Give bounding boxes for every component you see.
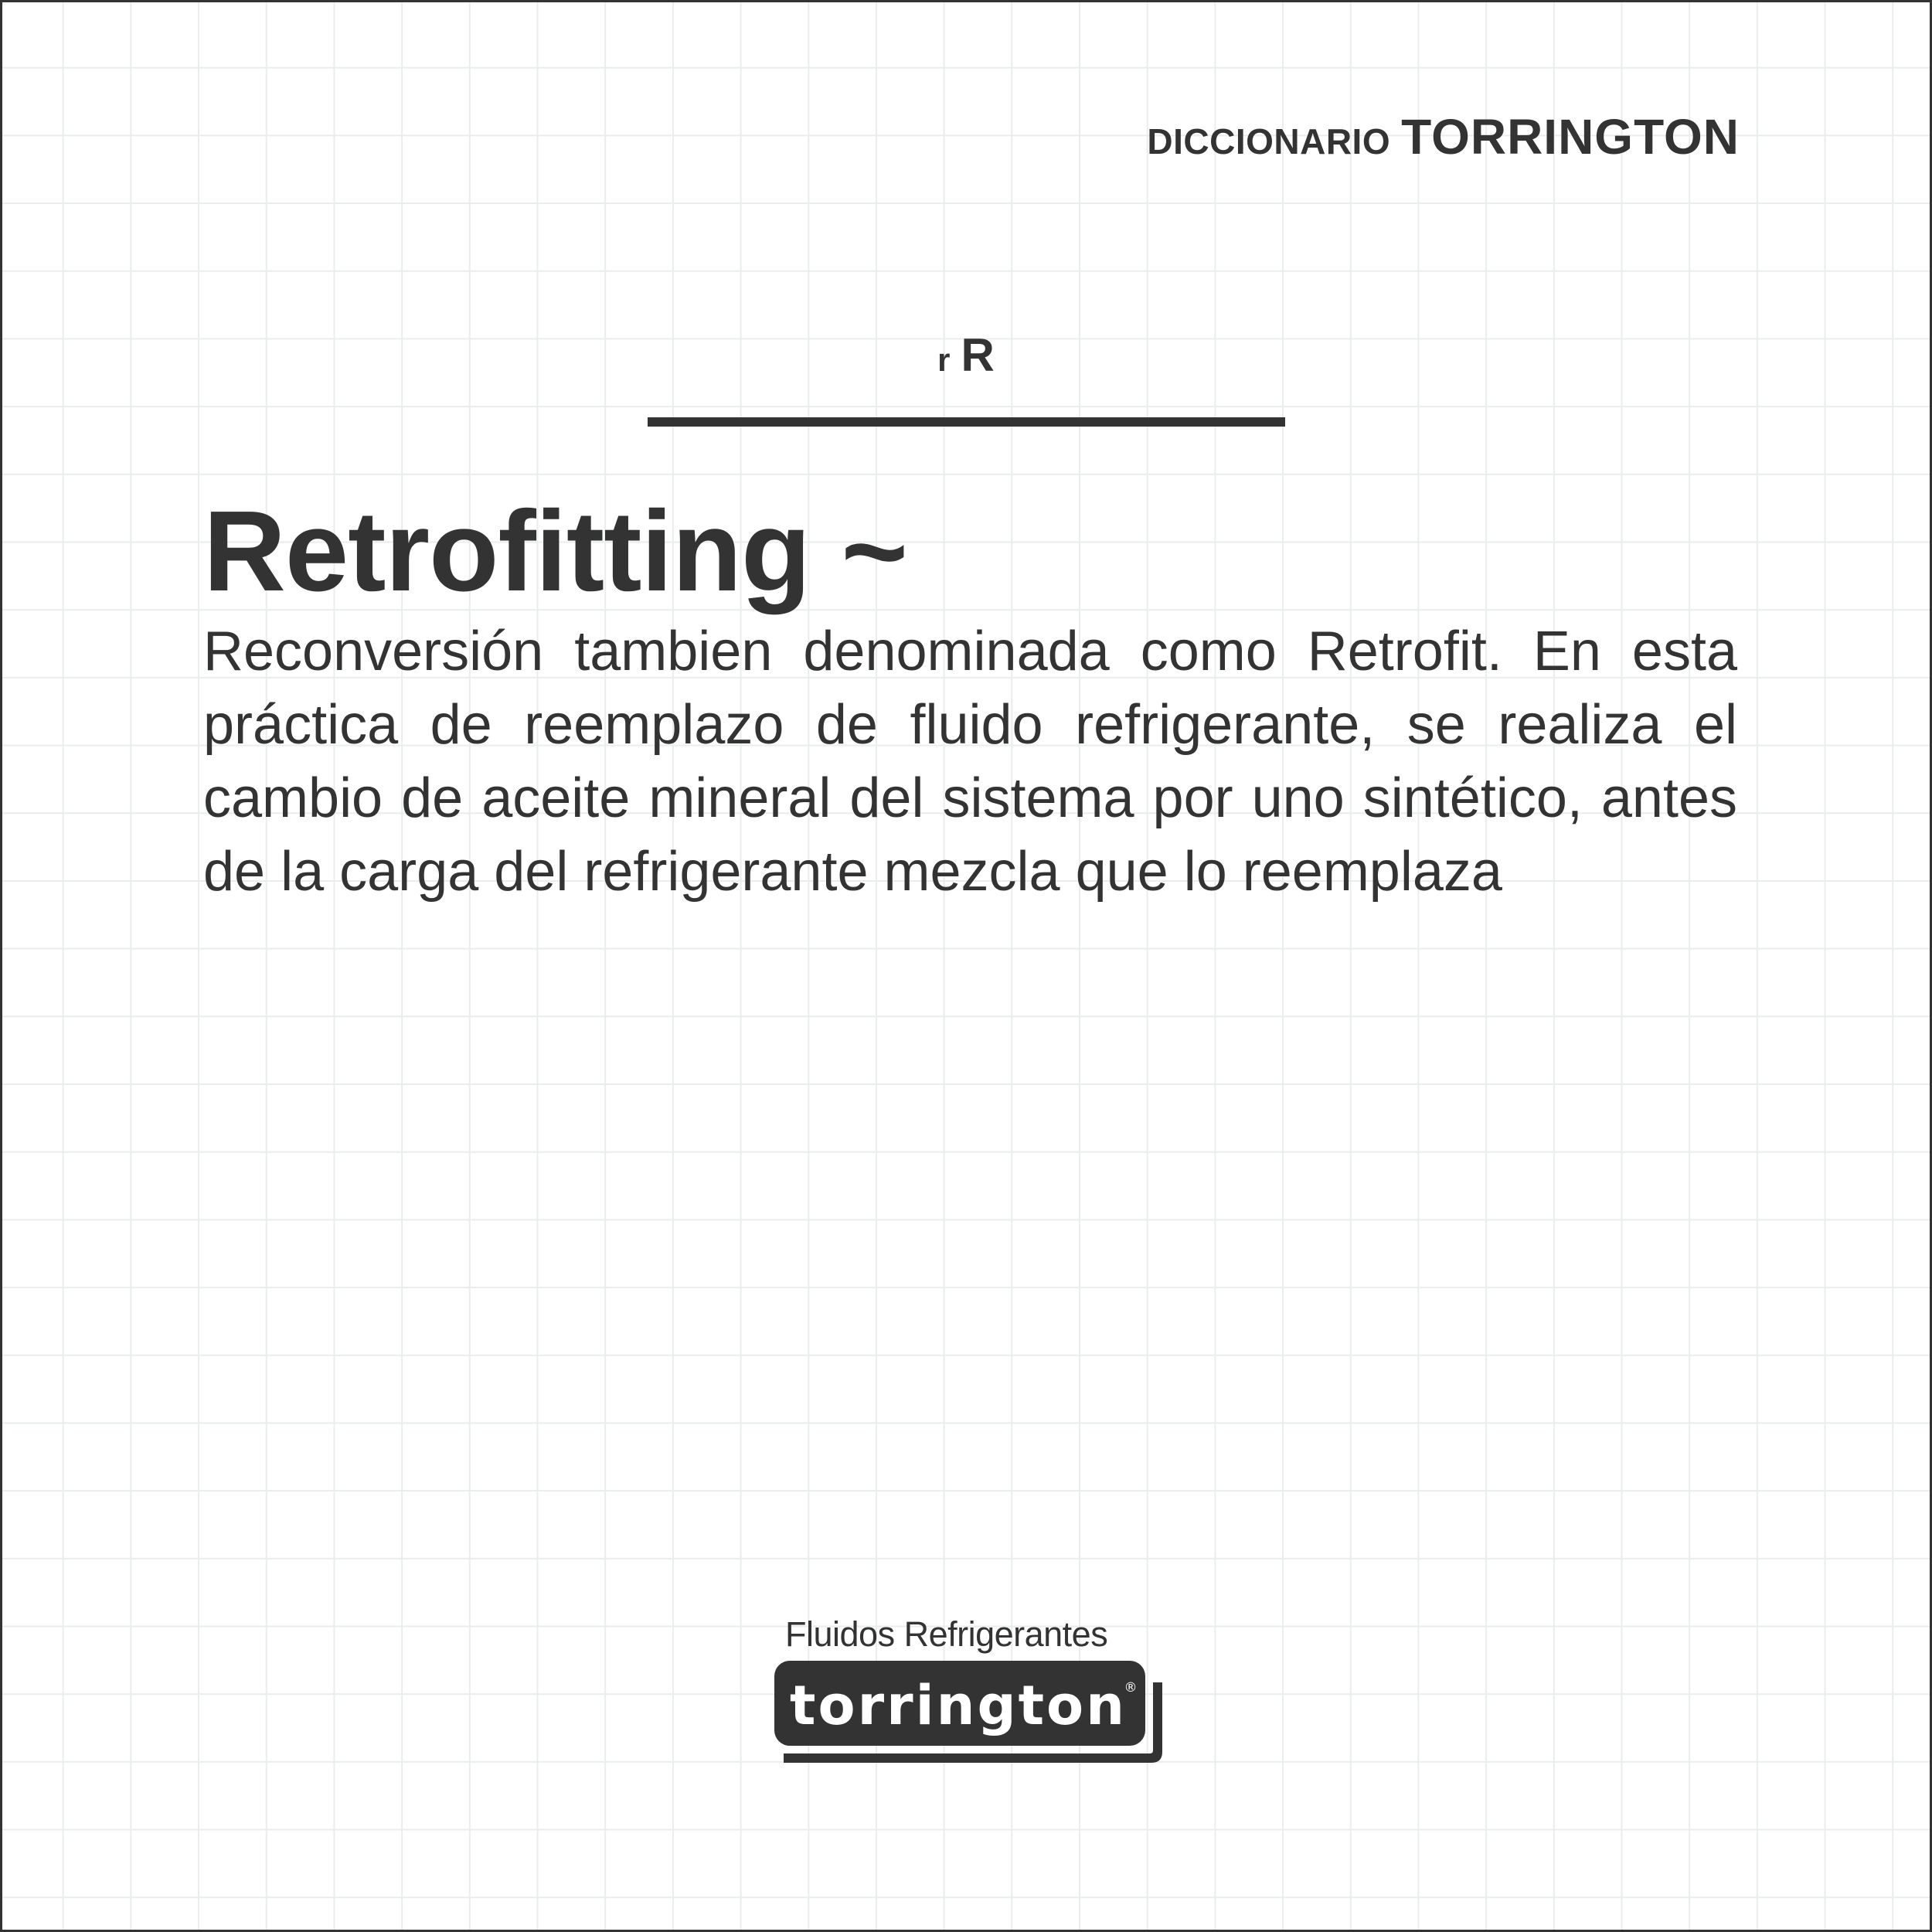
logo-wordmark: torrington [790, 1674, 1127, 1737]
header-label: DICCIONARIO [1147, 121, 1391, 162]
section-divider [648, 417, 1285, 427]
brand-logo [773, 1614, 1167, 1764]
logo-tagline: Fluidos Refrigerantes [785, 1614, 1108, 1654]
letter-index [0, 329, 1932, 381]
registered-mark: ® [1124, 1680, 1138, 1696]
letter-lowercase: r [937, 342, 951, 378]
entry-definition: Reconversión tambien denominada como Retrofit. En esta práctica de reemplazo de fluido refrigerante, se realiza el cambio de aceite mineral del sistema por uno sintético, antes de la carga del refrigerante mezcla que lo reemplaza [203, 621, 1737, 903]
header-brand: TORRINGTON [1401, 109, 1740, 165]
dictionary-header [1147, 109, 1740, 165]
torrington-logo-icon [773, 1661, 1167, 1763]
letter-uppercase: R [961, 329, 995, 381]
entry-term: Retrofitting ~ [203, 488, 907, 615]
